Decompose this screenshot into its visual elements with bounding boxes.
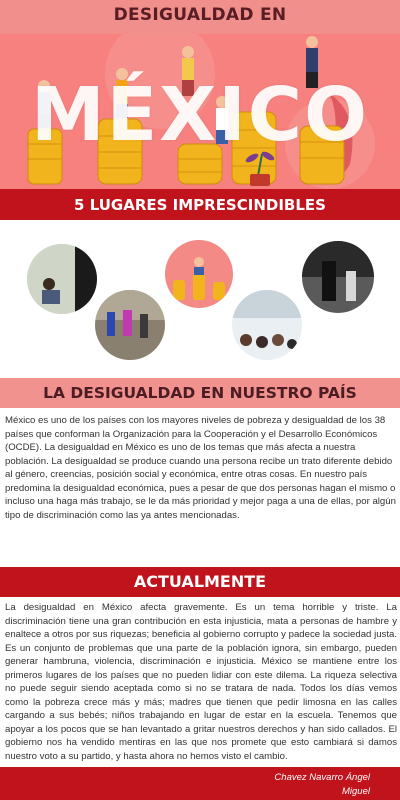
places-title: 5 LUGARES IMPRESCINDIBLES — [74, 196, 326, 214]
current-title: ACTUALMENTE — [133, 572, 267, 591]
place-photo-5-image — [302, 241, 374, 313]
place-photo-5[interactable] — [302, 241, 374, 313]
place-photo-2-image — [95, 290, 165, 360]
hero-word: MÉXICO — [31, 72, 369, 158]
place-photo-4[interactable] — [232, 290, 302, 360]
place-photo-1-image — [27, 244, 97, 314]
current-paragraph: La desigualdad en México afecta gravemente. Es un tema horrible y triste. La discriminación tiene una gran contribución en esta injusticia, mata a personas de hambre y enaltece a otros por sus riquezas; beneficia al gobierno corrupto y padece la sociedad justa. Es un conjunto de problemas que una parte de la población ignora, sin embargo, pueden generar hambruna, violencia, discriminación e injusticia. México se mantiene entre los primeros lugares de los países que no pueden lidiar con este dilema. La riqueza selectiva no puede seguir siendo aceptada como si no se tratara de nada. Todos los días vemos como la pobreza crece más y más; madres que tienen que pedir limosna en las calles cargando a sus bebés; niños trabajando en lugar de estar en la escuela. Tenemos que apoyar a los pocos que se han levantado a gritar nuestros derechos y han sido callados. El gobierno nos ha vendido mentiras en las que nos promete que esto cambiará si damos nuestro voto a su partido, y hasta ahora no hemos visto el cambio. — [5, 602, 397, 762]
place-photo-2[interactable] — [95, 290, 165, 360]
author-name-line1: Chavez Navarro Ángel — [274, 772, 370, 783]
hero-illustration — [0, 34, 400, 189]
country-paragraph: México es uno de los países con los mayores niveles de pobreza y desigualdad de los 38 países que conforman la Organización para la Cooperación y el Desarrollo Económicos (OCDE). La desigualdad en México es uno de los temas que más afecta a nuestra población. La desigualdad se produce cuando una persona recibe un trato diferente debido al género, creencias, posición social y económica, entre otras cosas. En nuestro país predomina la desigualdad económica, pues a pesar de que dos personas hagan el mismo o incluso una haga más trabajo, se le da más prioridad y mejor paga a una de ellas, por algún tipo de discriminación como las ya antes mencionadas. — [5, 415, 396, 521]
country-title: LA DESIGUALDAD EN NUESTRO PAÍS — [43, 384, 357, 402]
place-photo-3-image — [165, 240, 233, 308]
author-name-line2: Miguel — [342, 786, 370, 797]
place-photo-4-image — [232, 290, 302, 360]
place-photo-3[interactable] — [165, 240, 233, 308]
place-photo-1[interactable] — [27, 244, 97, 314]
page-title: DESIGUALDAD EN — [113, 5, 287, 25]
